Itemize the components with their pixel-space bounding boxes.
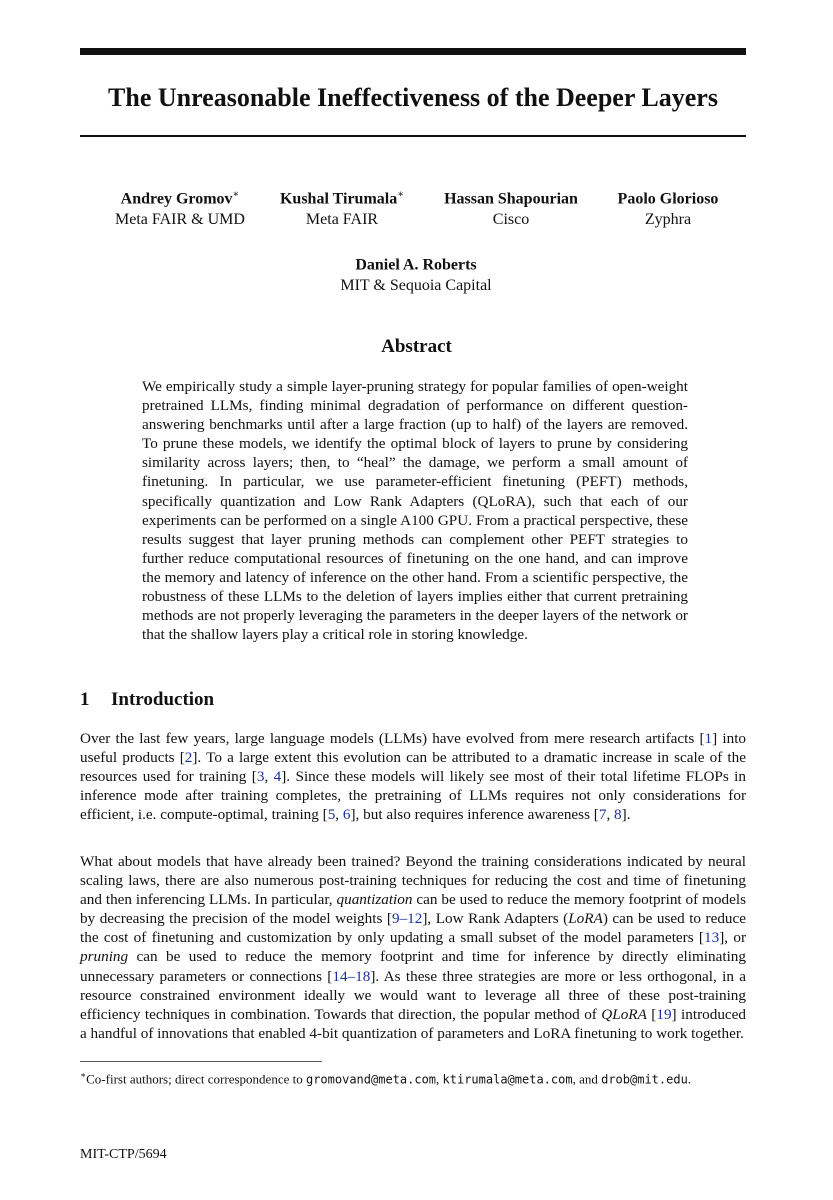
- citation-link[interactable]: 3: [256, 768, 265, 786]
- author-affiliation: MIT & Sequoia Capital: [340, 277, 492, 295]
- text-run: ]. Since these models will likely see most of their total lifetime FLOPs in inference mode after training completes, the pretraining of LLMs requires not only considerations for efficient, i.e. compute-optimal, training [: [80, 768, 746, 824]
- citation-link[interactable]: 1: [704, 730, 713, 747]
- author-name: Andrey Gromov: [120, 190, 233, 208]
- text-run: , and: [572, 1071, 602, 1087]
- section-number: 1: [80, 689, 90, 710]
- text-run: ]. To a large extent this evolution can be attributed to a dramatic increase in scale of the resources used for training [: [80, 749, 746, 786]
- citation-link[interactable]: 5: [327, 806, 336, 824]
- text-run: ] introduced a handful of innovations that enabled 4-bit quantization of parameters and LoRA finetuning to work together.: [80, 1005, 746, 1042]
- author-mark: ∗: [232, 189, 240, 200]
- emphasis-term: LoRA: [568, 910, 603, 928]
- text-run: What about models that have already been trained? Beyond the training considerations indicated by neural scaling laws, there are also numerous post-training techniques for reducing the cost and time of finetuning and then inferencing LLMs. In particular,: [80, 853, 746, 909]
- email-link[interactable]: ktirumala@meta.com: [442, 1072, 573, 1087]
- text-run: ].: [621, 806, 631, 824]
- report-number: MIT-CTP/5694: [80, 1147, 167, 1162]
- text-run: ], Low Rank Adapters (: [422, 910, 569, 928]
- footnote: [80, 1066, 746, 1088]
- author-block: [262, 184, 422, 230]
- emphasis-term: pruning: [80, 948, 129, 966]
- text-run: [: [646, 1005, 657, 1023]
- author-block: [316, 250, 516, 296]
- text-run: can be used to reduce the memory footprint of models by decreasing the precision of the model weights [: [80, 891, 746, 928]
- email-link[interactable]: gromovand@meta.com: [305, 1072, 437, 1087]
- citation-link[interactable]: 7: [598, 806, 607, 824]
- abstract-heading: Abstract: [381, 336, 452, 357]
- section-title: Introduction: [111, 689, 215, 710]
- text-run: ,: [264, 768, 274, 786]
- citation-link[interactable]: 19: [656, 1005, 672, 1023]
- author-name: Kushal Tirumala: [279, 190, 398, 208]
- section-heading: [80, 688, 214, 712]
- text-run: ,: [436, 1071, 443, 1087]
- citation-link[interactable]: 4: [273, 768, 282, 786]
- citation-link[interactable]: 8: [614, 806, 622, 824]
- emphasis-term: quantization: [336, 891, 413, 909]
- author-affiliation: Meta FAIR: [305, 211, 379, 229]
- text-run: ] into useful products [: [80, 730, 747, 767]
- author-block: [95, 184, 265, 230]
- author-name: Paolo Glorioso: [617, 190, 719, 208]
- text-run: ], but also requires inference awareness [: [350, 806, 599, 824]
- paper-title: The Unreasonable Ineffectiveness of the Deeper Layers: [108, 83, 718, 112]
- author-block: [426, 184, 596, 230]
- title-rule: [80, 135, 746, 137]
- text-run: Over the last few years, large language models (LLMs) have evolved from mere research artifacts [: [80, 730, 705, 747]
- citation-link[interactable]: 13: [704, 929, 720, 947]
- author-name: Daniel A. Roberts: [355, 256, 477, 274]
- top-rule: [80, 48, 746, 55]
- citation-link[interactable]: 9–12: [391, 910, 423, 928]
- emphasis-term: QLoRA: [601, 1005, 647, 1023]
- author-affiliation: Meta FAIR & UMD: [115, 211, 245, 229]
- text-run: ) can be used to reduce the cost of finetuning and customization by only updating a small subset of the model parameters [: [80, 910, 747, 947]
- text-run: .: [687, 1071, 692, 1087]
- citation-link[interactable]: 6: [342, 806, 351, 824]
- author-mark: ∗: [397, 189, 405, 200]
- footnote-text: Co-first authors; direct correspondence to: [86, 1071, 306, 1087]
- author-block: [598, 184, 738, 230]
- footnote-rule: [80, 1061, 322, 1062]
- author-name: Hassan Shapourian: [444, 190, 578, 208]
- intro-paragraph-1: [80, 729, 746, 824]
- intro-paragraph-2: [80, 852, 746, 1043]
- abstract-text: We empirically study a simple layer-pruning strategy for popular families of open-weight pretrained LLMs, finding minimal degradation of performance on different question-answering benchmarks until after a large fraction (up to half) of the layers are removed. To prune these models, we identify the optimal block of layers to prune by considering similarity across layers; then, to “heal” the damage, we perform a small amount of finetuning. In particular, we use parameter-efficient finetuning (PEFT) methods, specifically quantization and Low Rank Adapters (QLoRA), such that each of our experiments can be performed on a single A100 GPU. From a practical perspective, these results suggest that layer pruning methods can complement other PEFT strategies to further reduce computational resources of finetuning on the one hand, and can improve the memory and latency of inference on the other hand. From a scientific perspective, the robustness of these LLMs to the deletion of layers implies either that current pretraining methods are not properly leveraging the parameters in the deeper layers of the network or that the shallow layers play a critical role in storing knowledge.: [142, 378, 688, 644]
- citation-link[interactable]: 2: [184, 749, 193, 767]
- text-run: ,: [606, 806, 615, 824]
- text-run: ,: [335, 806, 343, 824]
- text-run: can be used to reduce the memory footprint and time for inference by directly eliminating unnecessary parameters or connections [: [80, 948, 746, 985]
- author-affiliation: Zyphra: [644, 211, 692, 229]
- text-run: ]. As these three strategies are more or less orthogonal, in a resource constrained environment ideally we would want to leverage all three of these post-training efficiency techniques in combination. Towards that direction, the popular method of: [80, 967, 746, 1023]
- footnote-mark: ∗: [80, 1070, 87, 1080]
- author-affiliation: Cisco: [492, 211, 530, 229]
- text-run: ], or: [719, 929, 747, 947]
- citation-link[interactable]: 14–18: [332, 967, 371, 985]
- email-link[interactable]: drob@mit.edu: [601, 1072, 688, 1087]
